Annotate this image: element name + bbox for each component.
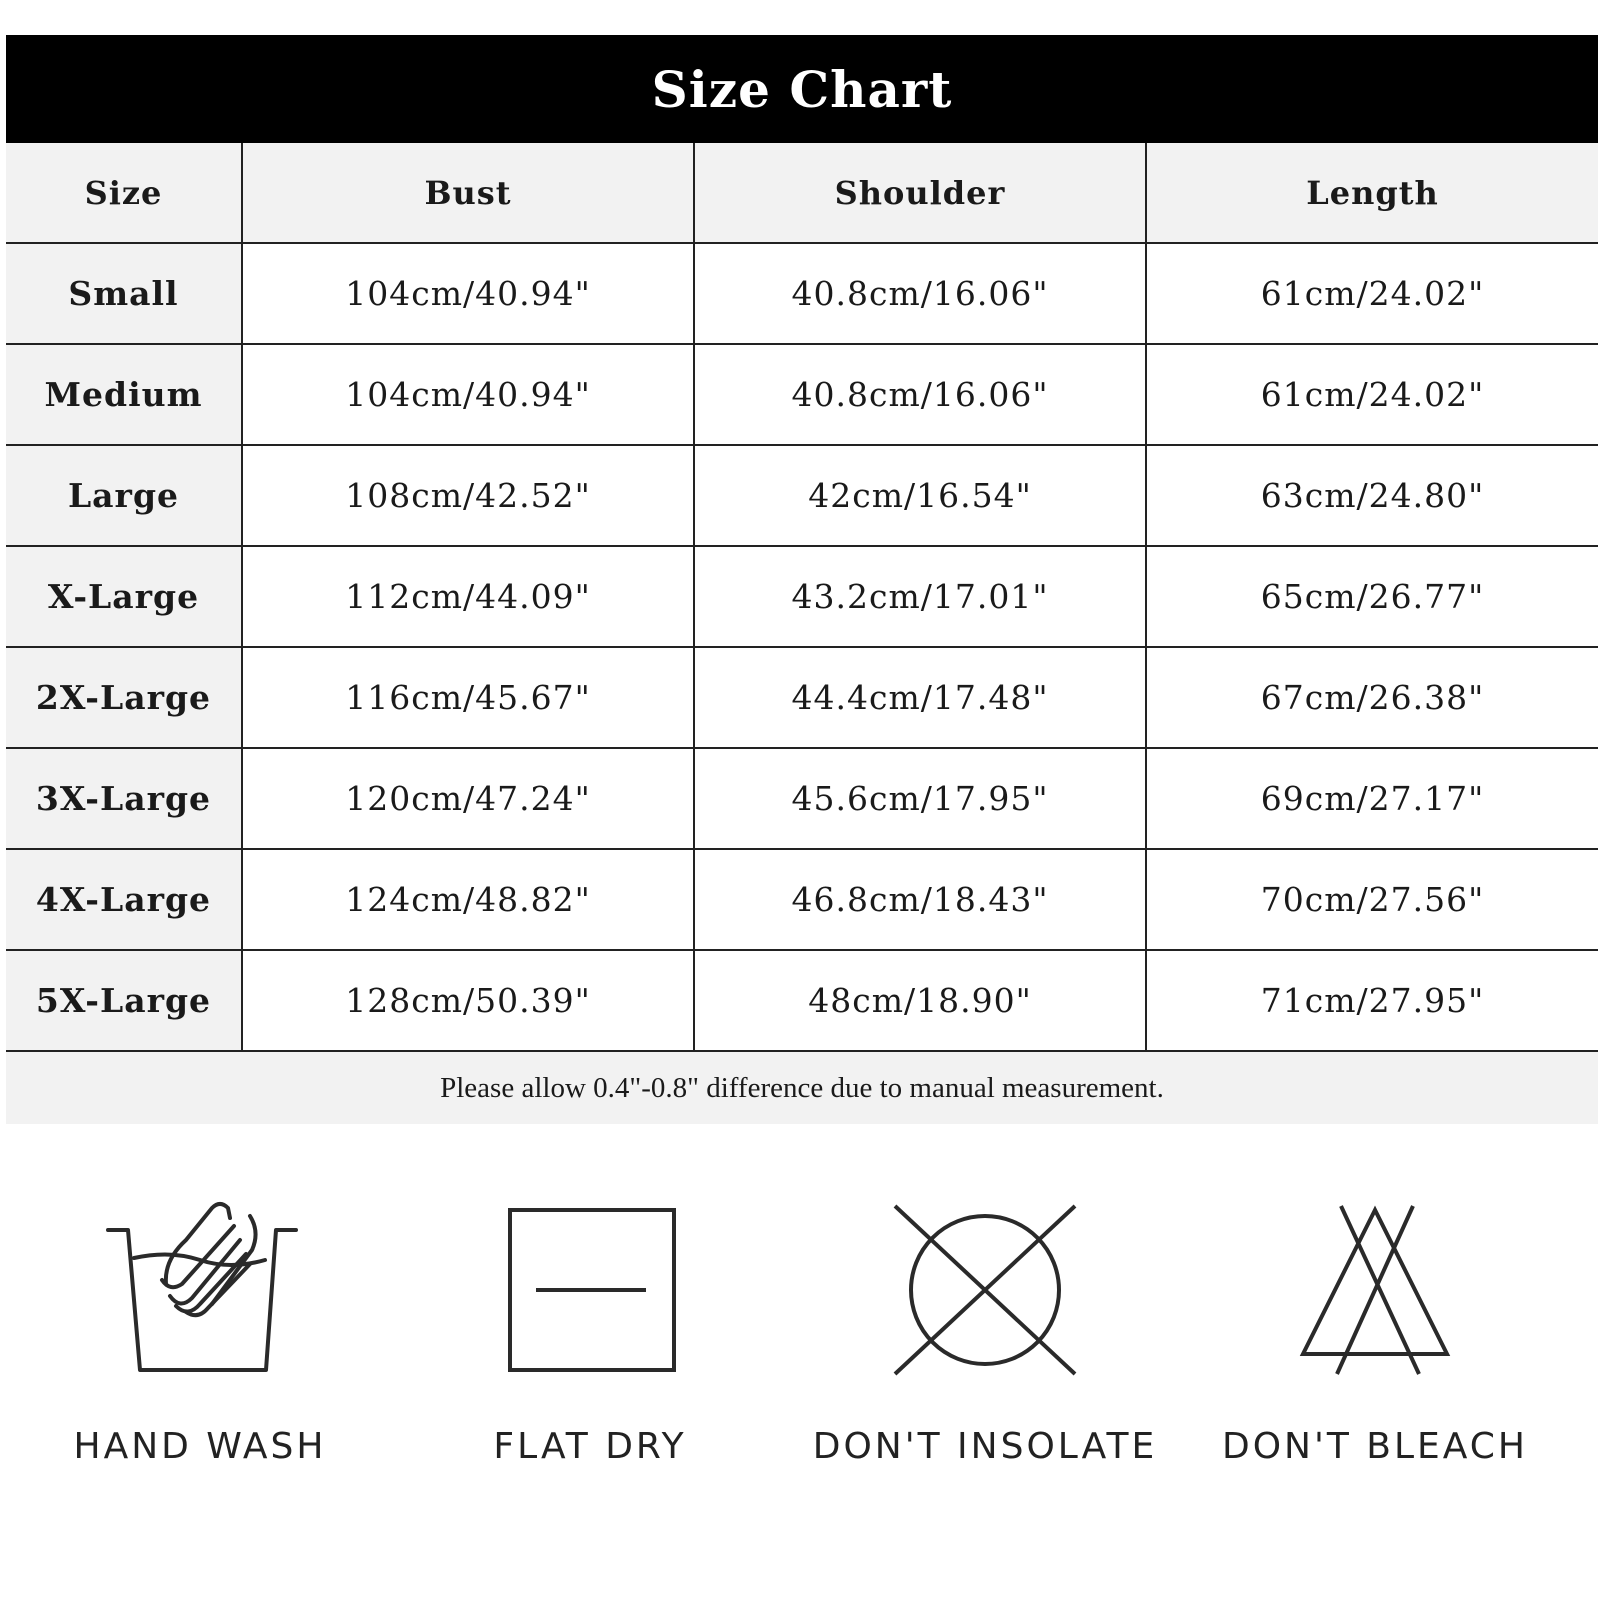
size-cell: Small (6, 243, 242, 344)
table-row (6, 243, 1598, 344)
table-header-row (6, 143, 1598, 243)
table-row (6, 647, 1598, 748)
table-row (6, 849, 1598, 950)
bust-cell: 104cm/40.94" (242, 243, 694, 344)
table-row (6, 950, 1598, 1051)
header-length: Length (1146, 143, 1598, 243)
length-cell: 67cm/26.38" (1146, 647, 1598, 748)
care-label-dont-bleach: DON'T BLEACH (1221, 1426, 1529, 1467)
shoulder-cell: 48cm/18.90" (694, 950, 1146, 1051)
size-cell: 2X-Large (6, 647, 242, 748)
bust-cell: 124cm/48.82" (242, 849, 694, 950)
dont-bleach-icon (1275, 1200, 1475, 1390)
length-cell: 61cm/24.02" (1146, 243, 1598, 344)
shoulder-cell: 42cm/16.54" (694, 445, 1146, 546)
length-cell: 71cm/27.95" (1146, 950, 1598, 1051)
size-cell: Large (6, 445, 242, 546)
bust-cell: 116cm/45.67" (242, 647, 694, 748)
bust-cell: 104cm/40.94" (242, 344, 694, 445)
size-chart (6, 35, 1598, 1124)
size-table (6, 143, 1598, 1052)
care-label-flat-dry: FLAT DRY (493, 1426, 687, 1467)
shoulder-cell: 45.6cm/17.95" (694, 748, 1146, 849)
length-cell: 69cm/27.17" (1146, 748, 1598, 849)
size-cell: 5X-Large (6, 950, 242, 1051)
table-row (6, 445, 1598, 546)
length-cell: 61cm/24.02" (1146, 344, 1598, 445)
table-row (6, 748, 1598, 849)
length-cell: 65cm/26.77" (1146, 546, 1598, 647)
shoulder-cell: 46.8cm/18.43" (694, 849, 1146, 950)
shoulder-cell: 40.8cm/16.06" (694, 344, 1146, 445)
care-item-flat-dry (390, 1190, 790, 1510)
table-body (6, 243, 1598, 1051)
chart-title: Size Chart (6, 35, 1598, 143)
size-cell: X-Large (6, 546, 242, 647)
size-cell: 3X-Large (6, 748, 242, 849)
bust-cell: 112cm/44.09" (242, 546, 694, 647)
dont-insolate-icon (885, 1200, 1085, 1390)
care-label-dont-insolate: DON'T INSOLATE (812, 1426, 1158, 1467)
bust-cell: 108cm/42.52" (242, 445, 694, 546)
header-shoulder: Shoulder (694, 143, 1146, 243)
shoulder-cell: 44.4cm/17.48" (694, 647, 1146, 748)
hand-wash-icon (100, 1200, 300, 1390)
care-item-dont-insolate (785, 1190, 1185, 1510)
table-row (6, 546, 1598, 647)
shoulder-cell: 40.8cm/16.06" (694, 243, 1146, 344)
bust-cell: 120cm/47.24" (242, 748, 694, 849)
table-row (6, 344, 1598, 445)
measurement-note: Please allow 0.4"-0.8" difference due to manual measurement. (6, 1052, 1598, 1124)
length-cell: 70cm/27.56" (1146, 849, 1598, 950)
size-cell: 4X-Large (6, 849, 242, 950)
care-label-hand-wash: HAND WASH (73, 1426, 327, 1467)
header-bust: Bust (242, 143, 694, 243)
header-size: Size (6, 143, 242, 243)
flat-dry-icon (490, 1200, 690, 1390)
size-cell: Medium (6, 344, 242, 445)
care-item-hand-wash (0, 1190, 400, 1510)
length-cell: 63cm/24.80" (1146, 445, 1598, 546)
bust-cell: 128cm/50.39" (242, 950, 694, 1051)
care-instructions (0, 1190, 1600, 1510)
shoulder-cell: 43.2cm/17.01" (694, 546, 1146, 647)
care-item-dont-bleach (1175, 1190, 1575, 1510)
